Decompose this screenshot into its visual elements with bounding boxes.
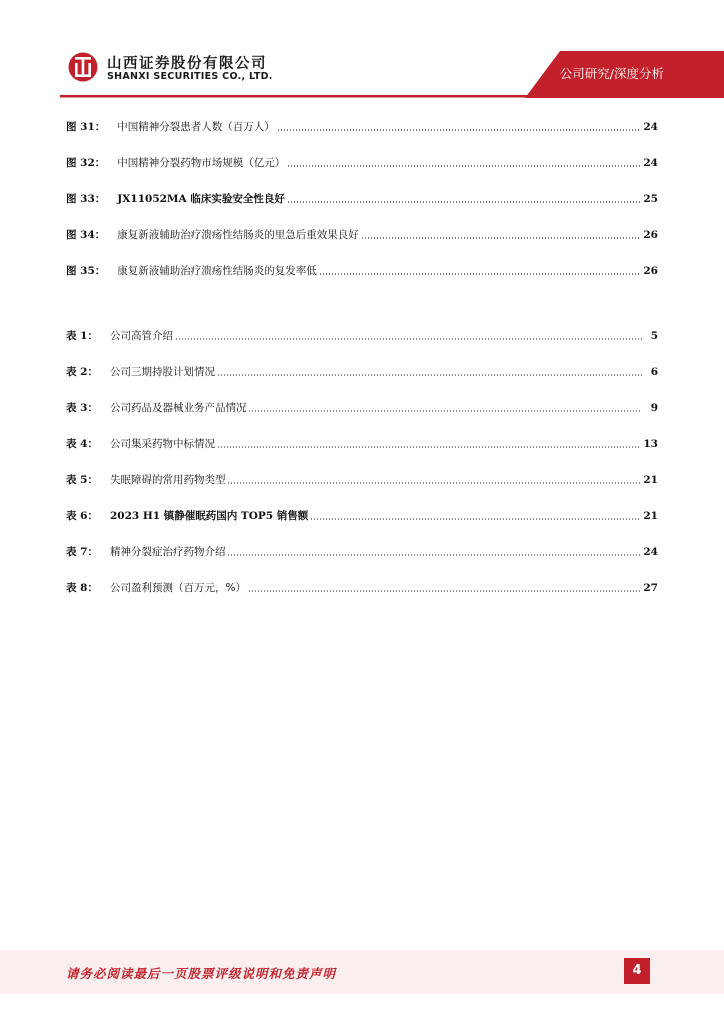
figure-title: 康复新液辅助治疗溃疡性结肠炎的复发率低 — [117, 265, 317, 277]
table-label: 表 1 — [66, 330, 88, 342]
toc-table-entry[interactable] — [66, 434, 658, 454]
table-label: 表 4 — [66, 438, 88, 450]
label-colon: ： — [94, 193, 106, 205]
page-ref: 24 — [643, 546, 658, 558]
table-title: 公司三期持股计划情况 — [109, 366, 215, 378]
table-title: 公司盈利预测（百万元，%） — [109, 582, 246, 594]
dot-leader — [319, 266, 642, 276]
dot-leader — [287, 158, 641, 168]
table-title: 2023 H1 镇静催眠药国内 TOP5 销售额 — [109, 510, 309, 522]
toc-table-entry[interactable] — [66, 398, 658, 418]
label-colon: ： — [87, 582, 98, 594]
page-ref: 27 — [643, 582, 658, 594]
company-name-cn: 山西证券股份有限公司 — [107, 56, 267, 72]
figure-title: 康复新液辅助治疗溃疡性结肠炎的里急后重效果良好 — [117, 229, 359, 241]
toc-table-entry[interactable] — [66, 326, 658, 346]
label-colon: ： — [94, 229, 106, 241]
figure-label: 图 31 — [66, 121, 95, 133]
section-label: 公司研究/深度分析 — [559, 66, 664, 81]
shanxi-securities-logo-icon — [68, 52, 98, 82]
page-ref: 25 — [643, 193, 658, 205]
table-title: 公司高管介绍 — [109, 330, 173, 342]
table-label: 表 5 — [66, 474, 88, 486]
page-ref: 5 — [650, 330, 658, 342]
toc-table-entry[interactable] — [66, 578, 658, 598]
figure-label: 图 32 — [66, 157, 95, 169]
table-title: 精神分裂症治疗药物介绍 — [109, 546, 226, 558]
page-ref: 26 — [643, 265, 658, 277]
toc-table-entry[interactable] — [66, 542, 658, 562]
table-label: 表 6 — [66, 510, 88, 522]
table-title: 失眠障碍的常用药物类型 — [109, 474, 226, 486]
label-colon: ： — [94, 157, 106, 169]
table-label: 表 2 — [66, 366, 88, 378]
label-colon: ： — [87, 366, 98, 378]
dot-leader — [175, 331, 642, 341]
toc-figure-entry[interactable] — [66, 189, 658, 209]
toc-figure-entry[interactable] — [66, 261, 658, 281]
page-header — [0, 0, 724, 100]
dot-leader — [361, 230, 642, 240]
page-ref: 13 — [643, 438, 658, 450]
figure-label: 图 34 — [66, 229, 95, 241]
label-colon: ： — [87, 330, 98, 342]
dot-leader — [248, 583, 641, 593]
toc-table-entry[interactable] — [66, 470, 658, 490]
figure-title: 中国精神分裂药物市场规模（亿元） — [117, 157, 286, 169]
toc-table-entry[interactable] — [66, 506, 658, 526]
table-label: 表 3 — [66, 402, 88, 414]
label-colon: ： — [94, 265, 106, 277]
dot-leader — [217, 439, 641, 449]
company-name-en: SHANXI SECURITIES CO., LTD. — [107, 71, 273, 82]
label-colon: ： — [87, 474, 98, 486]
toc-table-entry[interactable] — [66, 362, 658, 382]
label-colon: ： — [94, 121, 106, 133]
label-colon: ： — [87, 438, 98, 450]
figure-label: 图 33 — [66, 193, 95, 205]
toc-figure-entry[interactable] — [66, 117, 658, 137]
page-ref: 24 — [643, 157, 658, 169]
table-label: 表 7 — [66, 546, 88, 558]
dot-leader — [227, 475, 641, 485]
label-colon: ： — [87, 402, 98, 414]
dot-leader — [227, 547, 641, 557]
dot-leader — [310, 511, 641, 521]
toc-figure-entry[interactable] — [66, 225, 658, 245]
label-colon: ： — [87, 510, 98, 522]
page-ref: 21 — [643, 474, 658, 486]
page-ref: 9 — [650, 402, 658, 414]
dot-leader — [217, 367, 642, 377]
figure-title: JX11052MA 临床实验安全性良好 — [117, 193, 285, 205]
page-ref: 24 — [643, 121, 658, 133]
figure-label: 图 35 — [66, 265, 95, 277]
table-title: 公司集采药物中标情况 — [109, 438, 215, 450]
toc-figure-entry[interactable] — [66, 153, 658, 173]
figure-title: 中国精神分裂患者人数（百万人） — [117, 121, 275, 133]
table-title: 公司药品及器械业务产品情况 — [109, 402, 247, 414]
label-colon: ： — [87, 546, 98, 558]
page-ref: 21 — [643, 510, 658, 522]
page-ref: 26 — [643, 229, 658, 241]
table-label: 表 8 — [66, 582, 88, 594]
dot-leader — [248, 403, 642, 413]
dot-leader — [287, 194, 642, 204]
footer-disclaimer: 请务必阅读最后一页股票评级说明和免责声明 — [66, 966, 337, 981]
page-ref: 6 — [650, 366, 658, 378]
page-number: 4 — [624, 958, 650, 984]
dot-leader — [277, 122, 642, 132]
